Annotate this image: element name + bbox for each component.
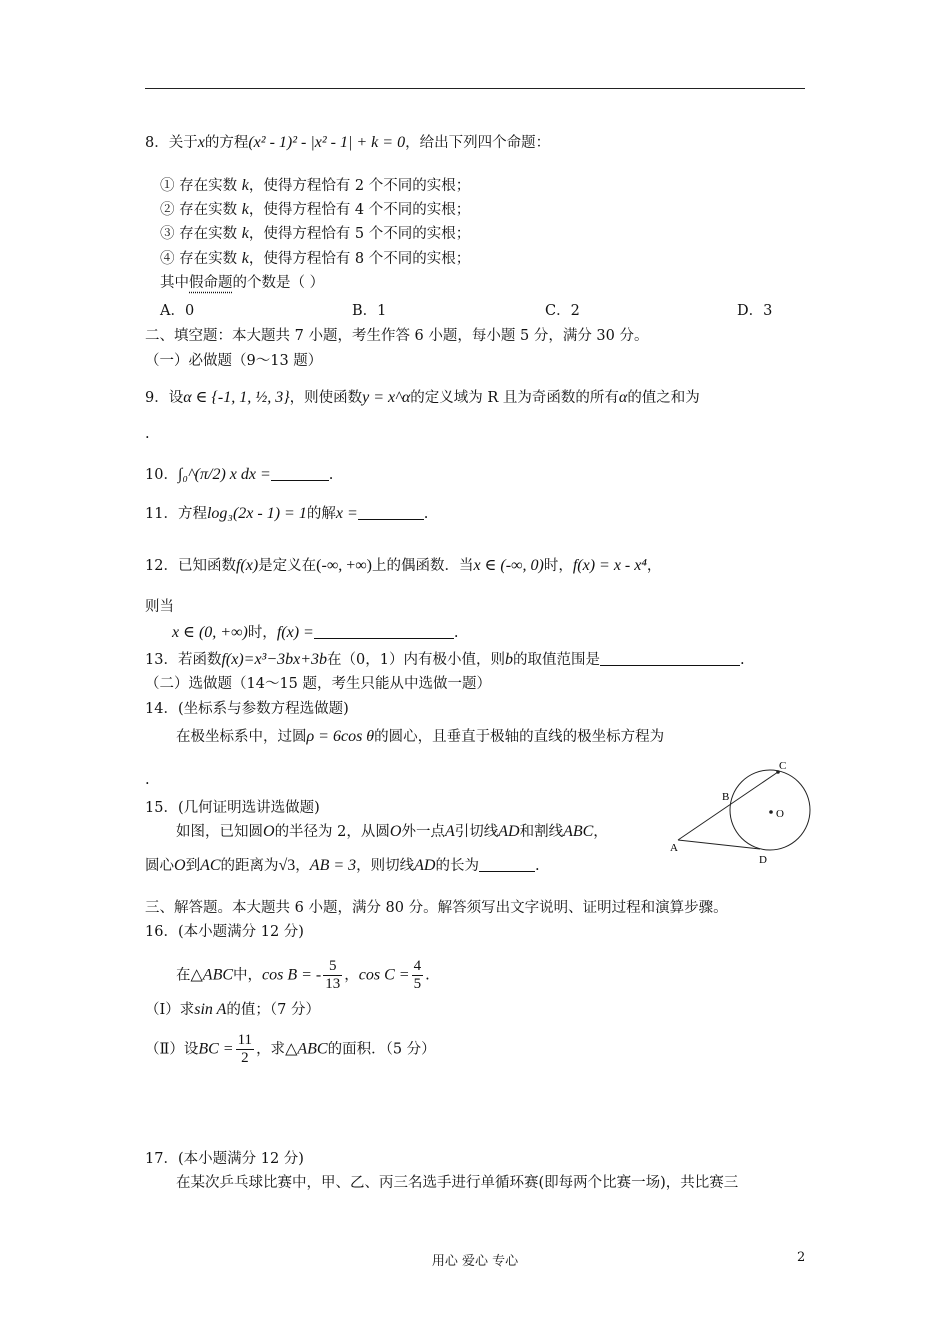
question-16-heading: 16．(本小题满分 12 分) [145, 924, 304, 940]
label-d: D [759, 854, 767, 866]
fraction-4-5: $\frac{4}{5}$ [413, 958, 422, 992]
q12-answer-blank [314, 624, 454, 639]
label-a: A [670, 842, 678, 854]
question-16-part-2: （Ⅱ）设BC = $\frac{11}{2}$ ，求△ABC的面积．（5 分） [145, 1032, 436, 1066]
question-10: 10．∫₀^(π/2) x dx = . [145, 466, 334, 483]
question-17-heading: 17．(本小题满分 12 分) [145, 1151, 304, 1167]
q12-line-2: 则当 [145, 599, 174, 615]
question-9: 9．设α ∈ {-1, 1, ½, 3}，则使函数y = x^α的定义域为 R 且为奇函数的所有α的值之和为 [145, 389, 700, 406]
secant-abc [678, 772, 778, 840]
q9-answer-dot: . [145, 426, 150, 442]
question-17: 在某次乒乓球比赛中，甲、乙、丙三名选手进行单循环赛(即每两个比赛一场)，共比赛三 [176, 1175, 739, 1191]
q8-option-a: A．0 [160, 303, 195, 319]
label-o: O [776, 808, 784, 820]
question-14: 在极坐标系中，过圆ρ = 6cos θ的圆心，且垂直于极轴的直线的极坐标方程为 [176, 728, 665, 745]
q11-answer-blank [358, 505, 424, 520]
tangent-ad [678, 840, 760, 849]
q8-prop-1: ① 存在实数 k，使得方程恰有 2 个不同的实根； [160, 177, 471, 194]
q10-answer-blank [271, 466, 329, 481]
q8-option-b: B．1 [352, 303, 387, 319]
question-13: 13．若函数f(x)=x³−3bx+3b在（0，1）内有极小值，则b的取值范围是 . [145, 651, 745, 668]
question-11: 11．方程log₃(2x - 1) = 1的解x = . [145, 505, 429, 522]
q8-prop-3: ③ 存在实数 k，使得方程恰有 5 个不同的实根； [160, 225, 471, 242]
label-b: B [722, 791, 730, 803]
question-14-heading: 14．(坐标系与参数方程选做题) [145, 701, 349, 717]
center-point [769, 810, 773, 814]
question-15-line-2: 圆心O到AC的距离为√3，AB = 3，则切线AD的长为 . [145, 857, 540, 874]
section-2-heading: 二、填空题：本大题共 7 小题，考生作答 6 小题，每小题 5 分，满分 30 分。 [145, 328, 649, 344]
q8-option-d: D．3 [737, 303, 773, 319]
q8-equation: (x² - 1)² - |x² - 1| + k = 0 [248, 134, 406, 151]
q8-option-c: C．2 [545, 303, 580, 319]
page-footer: 用心 爱心 专心 [431, 1254, 519, 1269]
q15-answer-blank [479, 857, 535, 872]
question-15-line-1: 如图，已知圆O的半径为 2，从圆O外一点A引切线AD和割线ABC， [176, 823, 608, 840]
q8-prop-2: ② 存在实数 k，使得方程恰有 4 个不同的实根； [160, 201, 471, 218]
circle-o [730, 770, 810, 850]
question-8: 8．关于x的方程(x² - 1)² - |x² - 1| + k = 0，给出下列四个命题： [145, 134, 551, 151]
label-c: C [779, 760, 787, 772]
question-16-part-1: （Ⅰ）求sin A的值；（7 分） [145, 1001, 320, 1018]
circle-tangent-figure [660, 755, 820, 870]
section-2-part-a: （一）必做题（9～13 题） [145, 353, 323, 369]
header-rule [145, 88, 805, 89]
page-number: 2 [797, 1250, 806, 1265]
question-12-part-2: x ∈ (0, +∞)时，f(x) = . [172, 624, 459, 641]
section-3-heading: 三、解答题。本大题共 6 小题，满分 80 分。解答须写出文字说明、证明过程和演算步骤。 [145, 900, 728, 916]
question-12: 12．已知函数f(x)是定义在(-∞, +∞)上的偶函数．当x ∈ (-∞, 0)时，f(x) = x - x⁴， [145, 557, 662, 574]
question-15-heading: 15．(几何证明选讲选做题) [145, 800, 320, 816]
fraction-11-2: $\frac{11}{2}$ [237, 1032, 253, 1066]
q14-answer-dot: . [145, 772, 150, 788]
question-16: 在△ABC中，cos B = - $\frac{5}{13}$ ，cos C = $\frac{4}{5}$ . [176, 958, 430, 992]
fraction-5-13: $\frac{5}{13}$ [325, 958, 341, 992]
q8-ask: 其中假命题的个数是（ ） [160, 275, 325, 291]
section-2-part-b: （二）选做题（14～15 题，考生只能从中选做一题） [145, 676, 492, 692]
q13-answer-blank [600, 651, 740, 666]
q8-prop-4: ④ 存在实数 k，使得方程恰有 8 个不同的实根； [160, 250, 471, 267]
